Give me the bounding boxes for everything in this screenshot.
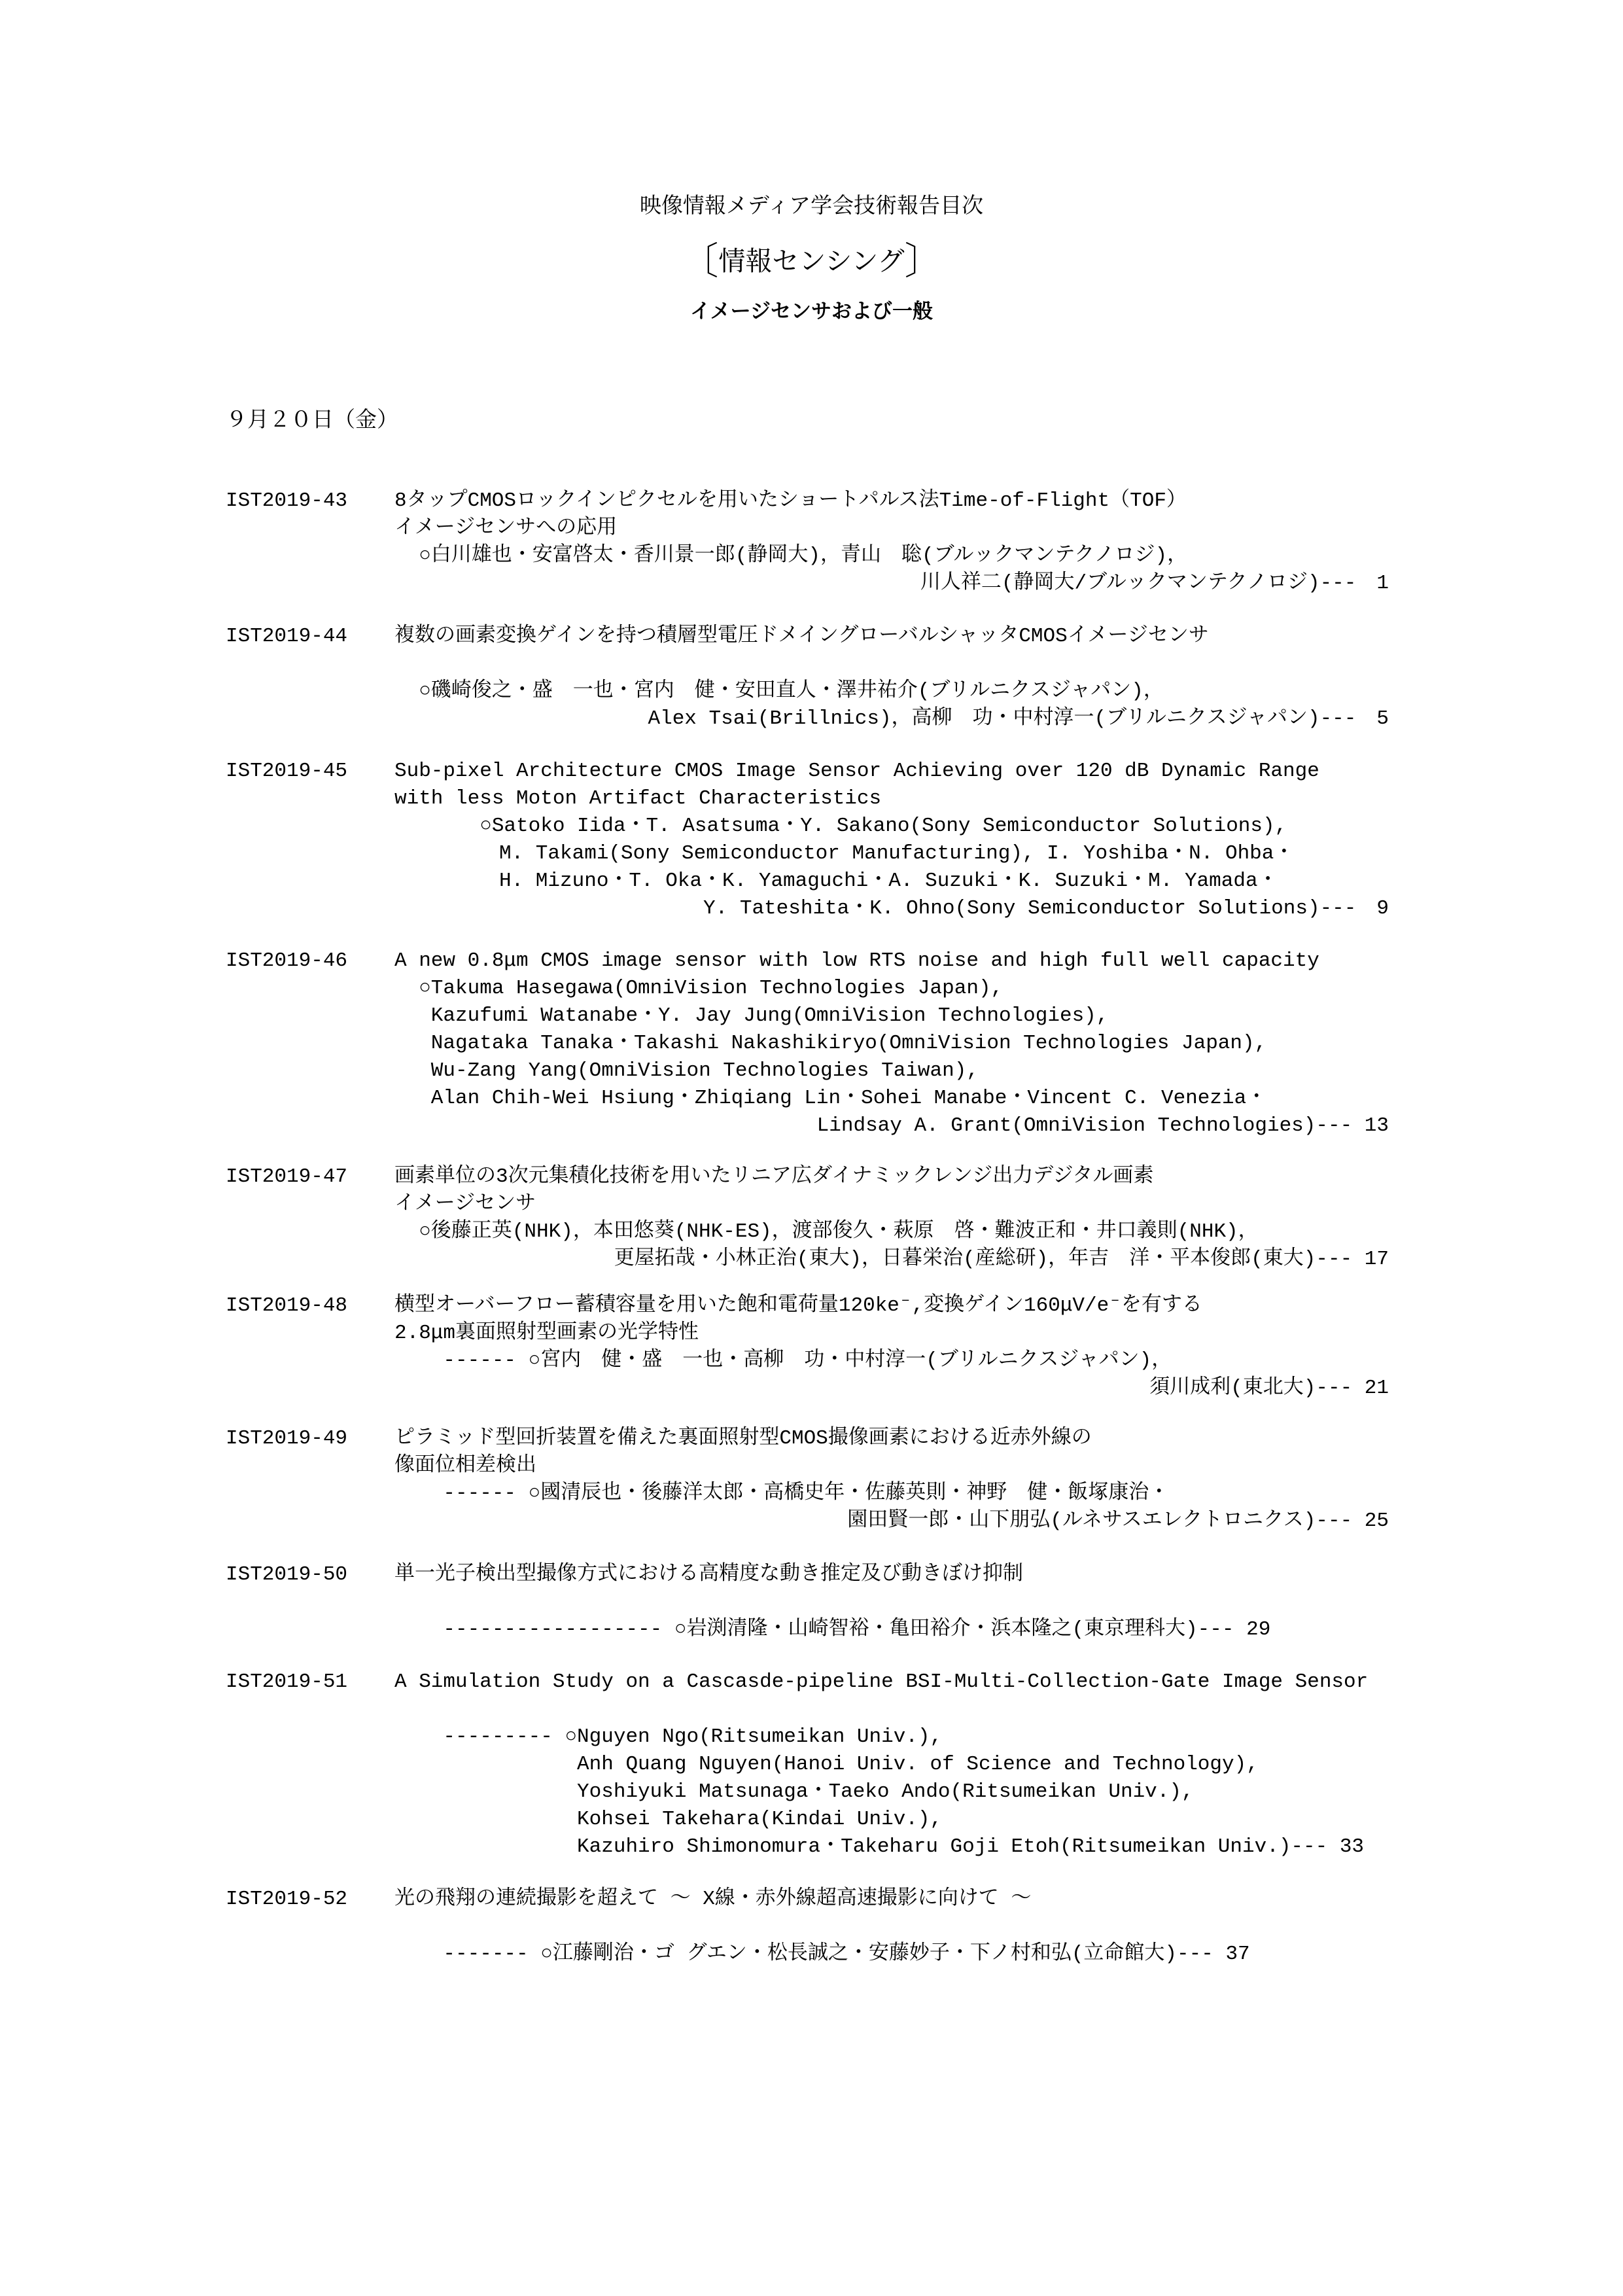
entry-blank-line bbox=[394, 650, 1389, 678]
entry-body bbox=[394, 1669, 1389, 1861]
entry-body bbox=[394, 487, 1389, 597]
entry-id: IST2019-47 bbox=[226, 1165, 348, 1188]
entry-id: IST2019-49 bbox=[226, 1427, 348, 1450]
entry-title-line: 光の飛翔の連続撮影を超えて ～ X線・赤外線超高速撮影に向けて ～ bbox=[394, 1888, 1032, 1911]
entry-author-line-page: 川人祥二(静岡大/ブルックマンテクノロジ)--- 1 bbox=[920, 572, 1389, 595]
entry-title-line: A Simulation Study on a Cascasde-pipeline BSI-Multi-Collection-Gate Image Sensor bbox=[394, 1670, 1369, 1693]
entry-blank-line bbox=[394, 1913, 1389, 1941]
entry-author-line: --------- ○Nguyen Ngo(Ritsumeikan Univ.), bbox=[394, 1725, 943, 1748]
entry-body bbox=[394, 1292, 1389, 1402]
entry-title-line: イメージセンサ bbox=[394, 1193, 536, 1216]
session-title: イメージセンサおよび一般 bbox=[689, 300, 934, 323]
session-date: ９月２０日（金） bbox=[226, 406, 398, 432]
entry-author-line: ○Satoko Iida・T. Asatsuma・Y. Sakano(Sony Semiconductor Solutions), bbox=[394, 815, 1287, 838]
entry-title-line: 画素単位の3次元集積化技術を用いたリニア広ダイナミックレンジ出力デジタル画素 bbox=[394, 1165, 1154, 1188]
entry-author-line: Nagataka Tanaka・Takashi Nakashikiryo(OmniVision Technologies Japan), bbox=[394, 1032, 1267, 1055]
entry-author-line-page: ------------------ ○岩渕清隆・山崎智裕・亀田裕介・浜本隆之(東京理科大)--- 29 bbox=[394, 1618, 1271, 1641]
group-bracket-close: 〕 bbox=[904, 239, 943, 283]
entry-id: IST2019-48 bbox=[226, 1294, 348, 1317]
entry-author-line: ------ ○宮内 健・盛 一也・高柳 功・中村淳一(ブリルニクスジャパン)， bbox=[394, 1349, 1172, 1372]
entry-author-line: Kazufumi Watanabe・Y. Jay Jung(OmniVision Technologies), bbox=[394, 1004, 1109, 1027]
entry-body bbox=[394, 1561, 1389, 1644]
entry-author-line: Wu-Zang Yang(OmniVision Technologies Taiwan), bbox=[394, 1059, 979, 1082]
entry-title-line: 横型オーバーフロー蓄積容量を用いた飽和電荷量120ke⁻,変換ゲイン160μV/e⁻を有する bbox=[394, 1294, 1202, 1317]
entry-id: IST2019-46 bbox=[226, 949, 348, 972]
entry-title-line: 像面位相差検出 bbox=[394, 1455, 536, 1477]
entry-author-line: ○後藤正英(NHK)，本田悠葵(NHK-ES)，渡部俊久・萩原 啓・難波正和・井口義則(NHK)， bbox=[394, 1220, 1259, 1243]
entry-author-line-page: Lindsay A. Grant(OmniVision Technologies)--- 13 bbox=[816, 1114, 1389, 1137]
entry-title-line: 8タップCMOSロックインピクセルを用いたショートパルス法Time-of-Flight（TOF） bbox=[394, 489, 1187, 512]
entry-title-line: イメージセンサへの応用 bbox=[394, 517, 618, 540]
entry-author-line-page: 須川成利(東北大)--- 21 bbox=[1149, 1377, 1389, 1400]
entry-title-line: Sub-pixel Architecture CMOS Image Sensor Achieving over 120 dB Dynamic Range bbox=[394, 760, 1319, 783]
entry-author-line: Yoshiyuki Matsunaga・Taeko Ando(Ritsumeikan Univ.), bbox=[394, 1780, 1194, 1803]
entry-id: IST2019-51 bbox=[226, 1670, 348, 1693]
entry-author-line: ○Takuma Hasegawa(OmniVision Technologies Japan), bbox=[394, 977, 1003, 1000]
entry-author-line: Kohsei Takehara(Kindai Univ.), bbox=[394, 1808, 943, 1831]
society-title: 映像情報メディア学会技術報告目次 bbox=[639, 192, 984, 218]
entry-title-line: with less Moton Artifact Characteristics bbox=[394, 787, 882, 810]
entry-body bbox=[394, 947, 1389, 1140]
entry-id: IST2019-52 bbox=[226, 1888, 348, 1911]
entry-title-line: A new 0.8μm CMOS image sensor with low RTS noise and high full well capacity bbox=[394, 949, 1319, 972]
entry-author-line-page: Kazuhiro Shimonomura・Takeharu Goji Etoh(Ritsumeikan Univ.)--- 33 bbox=[394, 1835, 1365, 1858]
entry-author-line: ------ ○國清辰也・後藤洋太郎・高橋史年・佐藤英則・神野 健・飯塚康治・ bbox=[394, 1482, 1170, 1505]
entry-author-line: H. Mizuno・T. Oka・K. Yamaguchi・A. Suzuki・K. Suzuki・M. Yamada・ bbox=[499, 870, 1278, 892]
entry-id: IST2019-45 bbox=[226, 760, 348, 783]
entry-author-line: ○白川雄也・安富啓太・香川景一郎(静岡大)，青山 聡(ブルックマンテクノロジ)， bbox=[394, 544, 1188, 567]
group-bracket-open: 〔 bbox=[680, 239, 719, 283]
entry-blank-line bbox=[394, 1589, 1389, 1616]
entry-body bbox=[394, 623, 1389, 733]
entry-id: IST2019-50 bbox=[226, 1563, 348, 1586]
group-name: 情報センシング bbox=[718, 245, 905, 277]
entry-author-line-page: Y. Tateshita・K. Ohno(Sony Semiconductor Solutions)--- 9 bbox=[703, 897, 1389, 920]
group-title bbox=[0, 230, 1623, 285]
entry-author-line-page: Alex Tsai(Brillnics)，高柳 功・中村淳一(ブリルニクスジャパン)--- 5 bbox=[648, 707, 1389, 730]
entry-blank-line bbox=[394, 1696, 1389, 1723]
entry-body bbox=[394, 1886, 1389, 1968]
entry-author-line: M. Takami(Sony Semiconductor Manufacturing), I. Yoshiba・N. Ohba・ bbox=[499, 842, 1295, 865]
entry-author-line-page: ------- ○江藤剛治・ゴ グエン・松長誠之・安藤妙子・下ノ村和弘(立命館大)--- 37 bbox=[394, 1943, 1250, 1966]
entry-author-line-page: 園田賢一郎・山下朋弘(ルネサスエレクトロニクス)--- 25 bbox=[847, 1510, 1389, 1532]
entry-author-line: Alan Chih-Wei Hsiung・Zhiqiang Lin・Sohei Manabe・Vincent C. Venezia・ bbox=[394, 1087, 1267, 1110]
entry-body bbox=[394, 1163, 1389, 1273]
entry-body bbox=[394, 758, 1389, 923]
entry-author-line: ○磯崎俊之・盛 一也・宮内 健・安田直人・澤井祐介(ブリルニクスジャパン)， bbox=[394, 680, 1164, 703]
entry-title-line: 2.8μm裏面照射型画素の光学特性 bbox=[394, 1322, 699, 1345]
entry-id: IST2019-44 bbox=[226, 625, 348, 648]
entry-title-line: 単一光子検出型撮像方式における高精度な動き推定及び動きぼけ抑制 bbox=[394, 1563, 1023, 1586]
entry-title-line: ピラミッド型回折装置を備えた裏面照射型CMOS撮像画素における近赤外線の bbox=[394, 1427, 1092, 1450]
entry-title-line: 複数の画素変換ゲインを持つ積層型電圧ドメイングローバルシャッタCMOSイメージセンサ bbox=[394, 625, 1209, 648]
entry-author-line-page: 更屋拓哉・小林正治(東大)，日暮栄治(産総研)，年吉 洋・平本俊郎(東大)--- 17 bbox=[614, 1248, 1389, 1271]
entry-author-line: Anh Quang Nguyen(Hanoi Univ. of Science and Technology), bbox=[394, 1753, 1259, 1776]
entry-id: IST2019-43 bbox=[226, 489, 348, 512]
entry-body bbox=[394, 1425, 1389, 1535]
